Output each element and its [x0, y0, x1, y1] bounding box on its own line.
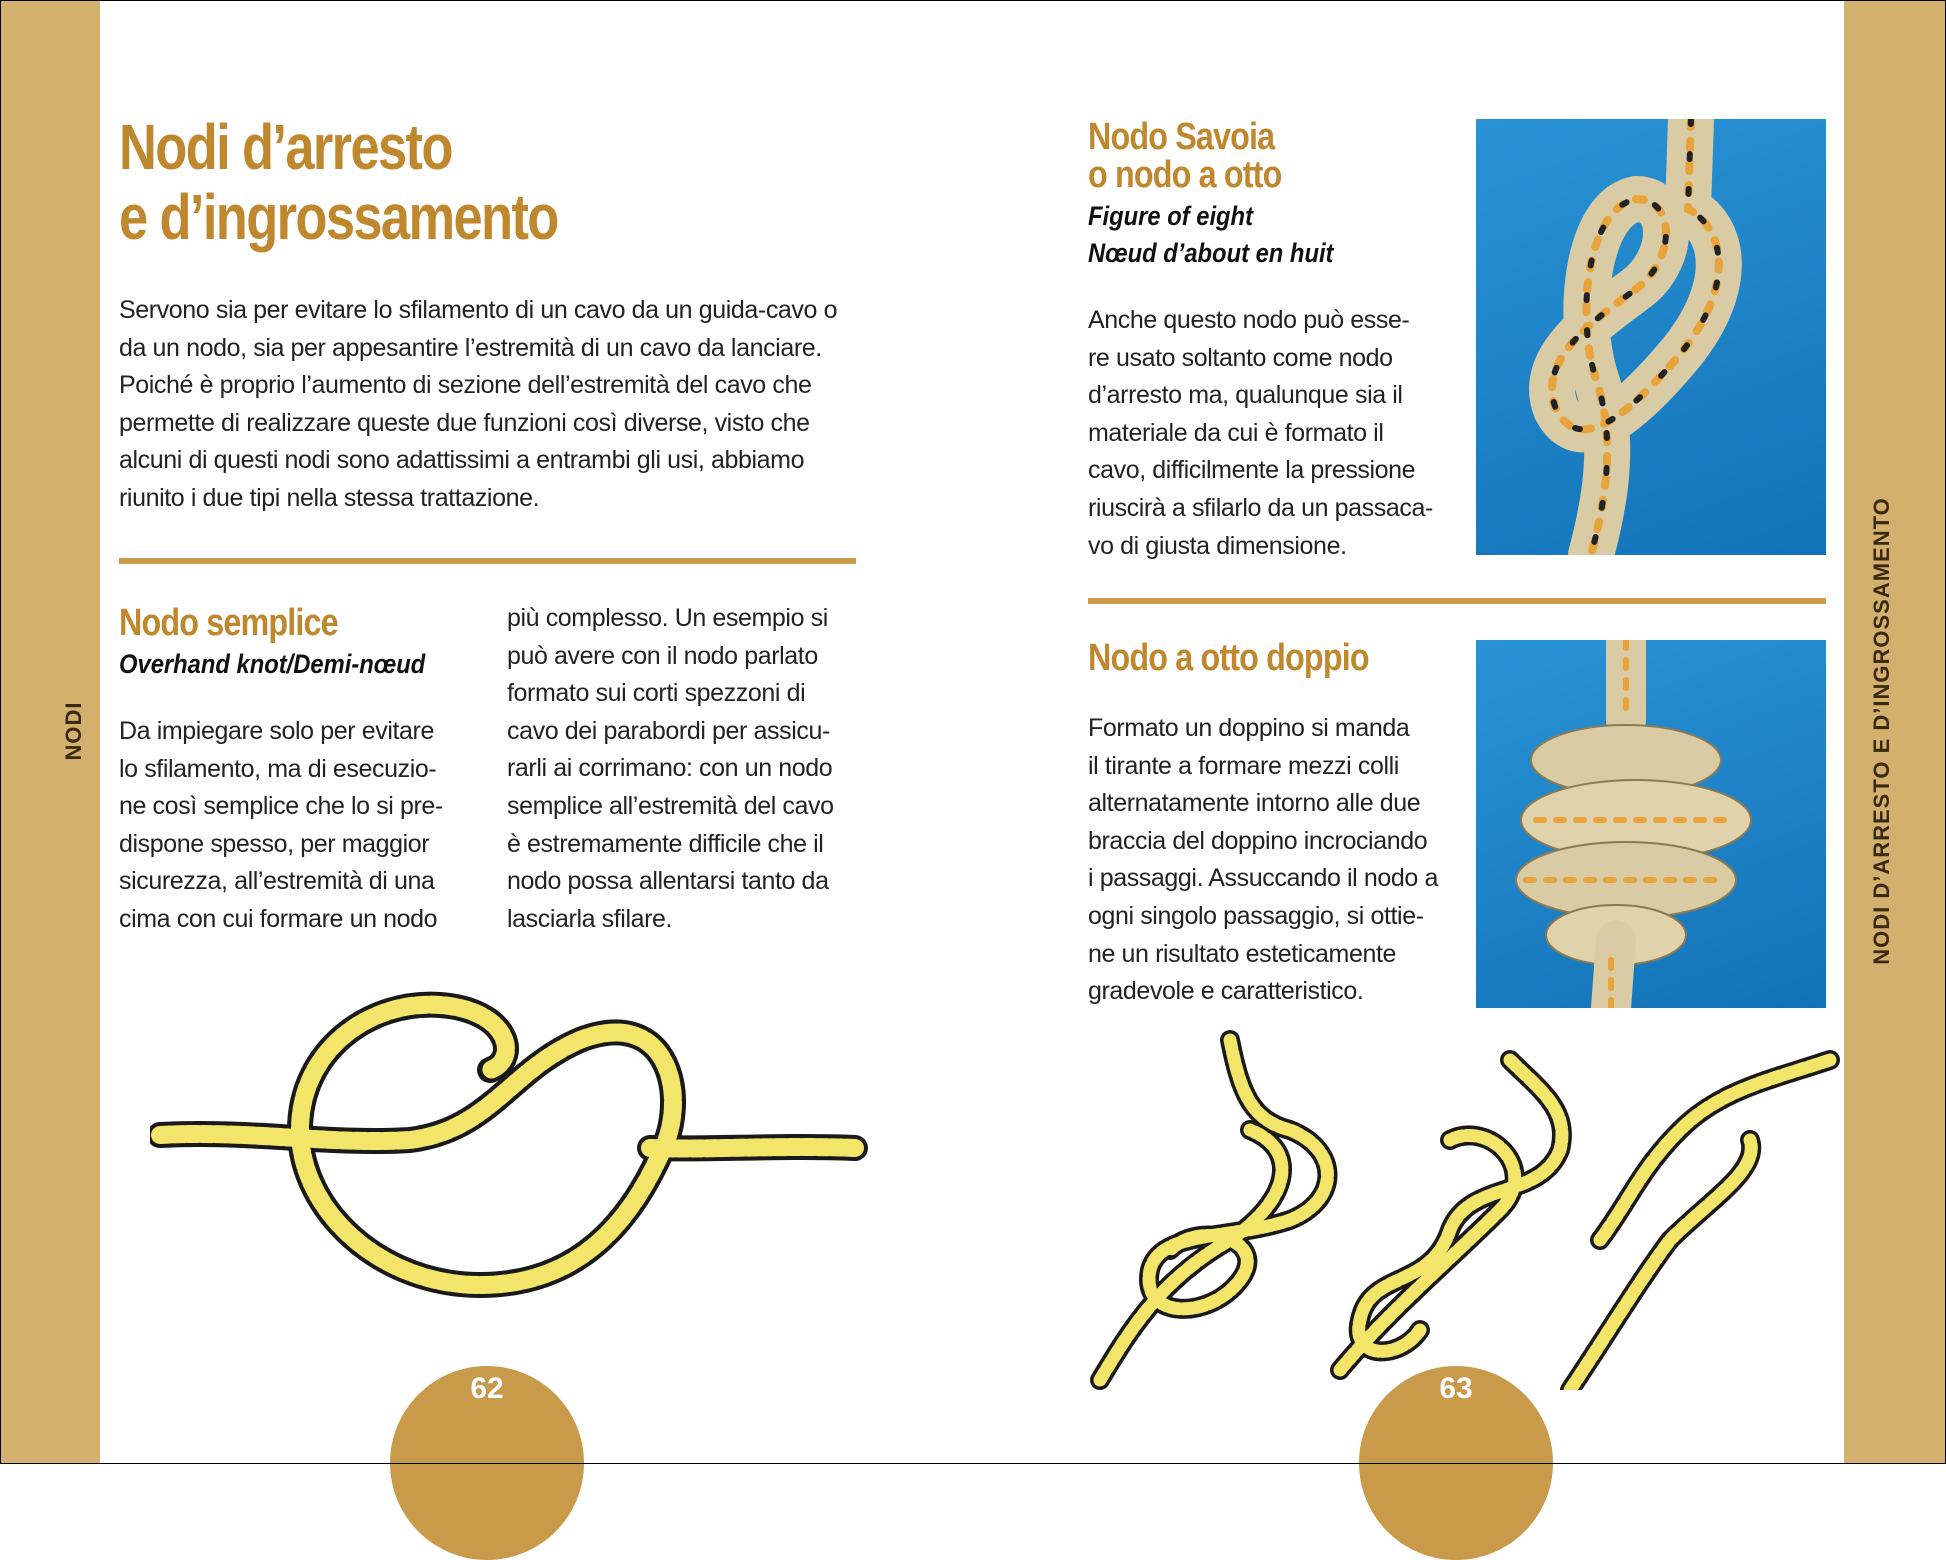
text-line: Poiché è proprio l’aumento di sezione dell’estremità del cavo che [119, 371, 812, 400]
text-line: ne un risultato esteticamente [1088, 939, 1397, 968]
text-line: materiale da cui è formato il [1088, 418, 1384, 447]
text-line: Formato un doppino si manda [1088, 714, 1410, 742]
text-line: più complesso. Un esempio si [507, 604, 828, 632]
text-line: ne così semplice che lo si pre- [119, 792, 443, 821]
text-line: permette di realizzare queste due funzioni così diverse, visto che [119, 408, 810, 437]
text-line: nodo possa allentarsi tanto da [507, 867, 829, 896]
text-line: può avere con il nodo parlato [507, 641, 818, 670]
section-subtitle: Figure of eight [1088, 201, 1253, 231]
section-subtitle: Nœud d’about en huit [1088, 238, 1334, 268]
text-line: re usato soltanto come nodo [1088, 343, 1393, 372]
text-line: vo di giusta dimensione. [1088, 531, 1347, 560]
section-title: Nodo Savoia [1088, 116, 1275, 158]
title-line: Nodi d’arresto [119, 111, 452, 183]
page-number: 63 [1439, 1372, 1473, 1405]
text-line: Servono sia per evitare lo sfilamento di un cavo da un guida-cavo o [119, 296, 838, 324]
right-running-header: NODI D’ARRESTO E D’INGROSSAMENTO [1869, 497, 1894, 965]
text-line: da un nodo, sia per appesantire l’estremità di un cavo da lanciare. [119, 333, 822, 362]
text-line: alcuni di questi nodi sono adattissimi a entrambi gli usi, abbiamo [119, 446, 805, 475]
section-title: Nodo semplice [119, 602, 338, 644]
text-line: cavo dei parabordi per assicu- [507, 716, 830, 745]
page-number: 62 [470, 1372, 504, 1405]
section-subtitle: Overhand knot/Demi-nœud [119, 649, 426, 679]
text-line: Da impiegare solo per evitare [119, 717, 434, 745]
text-line: il tirante a formare mezzi colli [1088, 751, 1399, 780]
title-line: e d’ingrossamento [119, 181, 558, 253]
text-line: ogni singolo passaggio, si ottie- [1088, 901, 1424, 930]
text-line: formato sui corti spezzoni di [507, 679, 806, 708]
text-line: alternatamente intorno alle due [1088, 789, 1421, 818]
text-line: cavo, difficilmente la pressione [1088, 456, 1416, 485]
text-line: semplice all’estremità del cavo [507, 791, 834, 820]
text-line: dispone spesso, per maggior [119, 829, 430, 858]
text-line: sicurezza, all’estremità di una [119, 867, 435, 896]
text-line: braccia del doppino incrociando [1088, 826, 1428, 855]
text-line: rarli ai corrimano: con un nodo [507, 754, 833, 783]
text-line: lasciarla sfilare. [507, 904, 673, 933]
text-line: è estremamente difficile che il [507, 829, 824, 858]
left-running-header: NODI [61, 701, 86, 761]
section-title: o nodo a otto [1088, 154, 1282, 196]
text-line: Anche questo nodo può esse- [1088, 306, 1410, 334]
text-line: lo sfilamento, ma di esecuzio- [119, 754, 437, 783]
section-title: Nodo a otto doppio [1088, 637, 1369, 679]
text-line: i passaggi. Assuccando il nodo a [1088, 864, 1438, 893]
text-line: riuscirà a sfilarlo da un passaca- [1088, 493, 1433, 522]
text-line: cima con cui formare un nodo [119, 904, 438, 933]
text-line: riunito i due tipi nella stessa trattazione. [119, 483, 540, 512]
text-line: d’arresto ma, qualunque sia il [1088, 381, 1403, 410]
text-line: gradevole e caratteristico. [1088, 977, 1364, 1006]
